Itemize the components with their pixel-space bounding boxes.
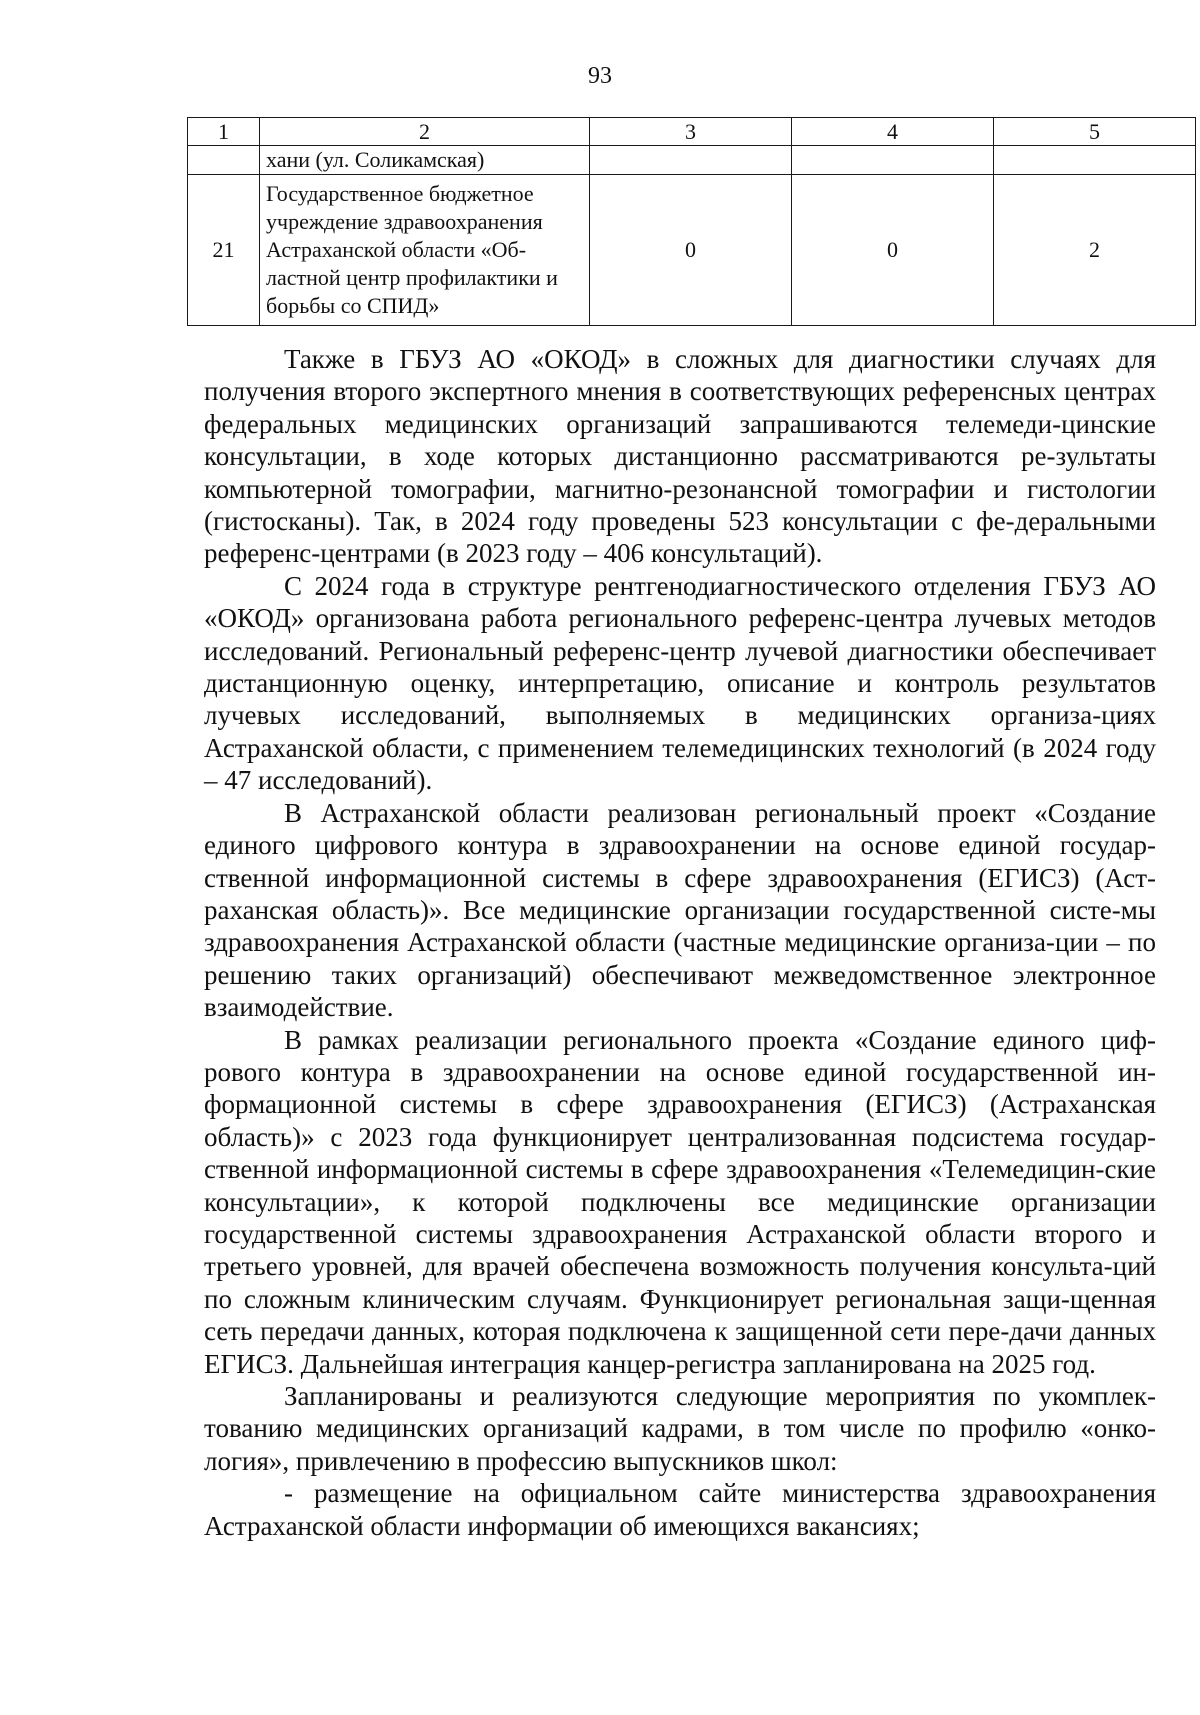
header-cell-3: 3: [590, 118, 792, 146]
row-number-cell: 21: [188, 175, 260, 326]
paragraph-reference-center: С 2024 года в структуре рентгенодиагностического отделения ГБУЗ АО «ОКОД» организована работа регионального референс-центра лучевых методов исследований. Региональный референс-центр лучевой диагностики обеспечивает дистанционную оценку, интерпретацию, описание и контроль результатов лучевых исследований, выполняемых в медицинских организа-циях Астраханской области, с применением телемедицинских технологий (в 2024 году – 47 исследований).: [204, 570, 1156, 796]
paragraph-centralized-subsystem: В рамках реализации регионального проекта «Создание единого циф-рового контура в здравоохранении на основе единой государственной ин-формационной системы в сфере здравоохранения (ЕГИСЗ) (Астраханская область)» с 2023 года функционирует централизованная подсистема государ-ственной информационной системы в сфере здравоохранения «Телемедицин-ские консультации», к которой подключены все медицинские организации государственной системы здравоохранения Астраханской области второго и третьего уровней, для врачей обеспечена возможность получения консульта-ций по сложным клиническим случаям. Функционирует региональная защи-щенная сеть передачи данных, которая подключена к защищенной сети пере-дачи данных ЕГИСЗ. Дальнейшая интеграция канцер-регистра запланирована на 2025 год.: [204, 1024, 1156, 1379]
value-cell-col4: 0: [792, 175, 994, 326]
table-header-row: [188, 118, 1196, 146]
table-row-21: [188, 175, 1196, 326]
table-cell: [188, 146, 260, 175]
value-cell-col3: 0: [590, 175, 792, 326]
page-number: 93: [588, 63, 612, 89]
table-cell: [792, 146, 994, 175]
paragraph-regional-project: В Астраханской области реализован региональный проект «Создание единого цифрового контура в здравоохранении на основе единой государ-ственной информационной системы в сфере здравоохранения (ЕГИСЗ) (Аст-раханская область)». Все медицинские организации государственной систе-мы здравоохранения Астраханской области (частные медицинские организа-ции – по решению таких организаций) обеспечивают межведомственное электронное взаимодействие.: [204, 797, 1156, 1023]
paragraph-staffing-measures: Запланированы и реализуются следующие мероприятия по укомплек-тованию медицинских организаций кадрами, в том числе по профилю «онко-логия», привлечению в профессию выпускников школ:: [204, 1381, 1156, 1476]
header-cell-2: 2: [260, 118, 590, 146]
header-cell-1: 1: [188, 118, 260, 146]
paragraph-telemedicine-consultations: Также в ГБУЗ АО «ОКОД» в сложных для диагностики случаях для получения второго экспертного мнения в соответствующих референсных центрах федеральных медицинских организаций запрашиваются телемеди-цинские консультации, в ходе которых дистанционно рассматриваются ре-зультаты компьютерной томографии, магнитно-резонансной томографии и гистологии (гистосканы). Так, в 2024 году проведены 523 консультации с фе-деральными референс-центрами (в 2023 году – 406 консультаций).: [204, 344, 1156, 569]
body-text: [204, 343, 1156, 1542]
header-cell-5: 5: [994, 118, 1196, 146]
list-item-vacancies: - размещение на официальном сайте министерства здравоохранения Астраханской области информации об имеющихся вакансиях;: [204, 1478, 1156, 1541]
header-cell-4: 4: [792, 118, 994, 146]
table-cell: [590, 146, 792, 175]
data-table: [187, 117, 1196, 326]
table-cell: [994, 146, 1196, 175]
value-cell-col5: 2: [994, 175, 1196, 326]
table-cell: хани (ул. Соликамская): [260, 146, 590, 175]
table-row-continuation: [188, 146, 1196, 175]
organization-cell: Государственное бюджетное учреждение здравоохранения Астраханской области «Об-ластной центр профилактики и борьбы со СПИД»: [260, 175, 590, 326]
